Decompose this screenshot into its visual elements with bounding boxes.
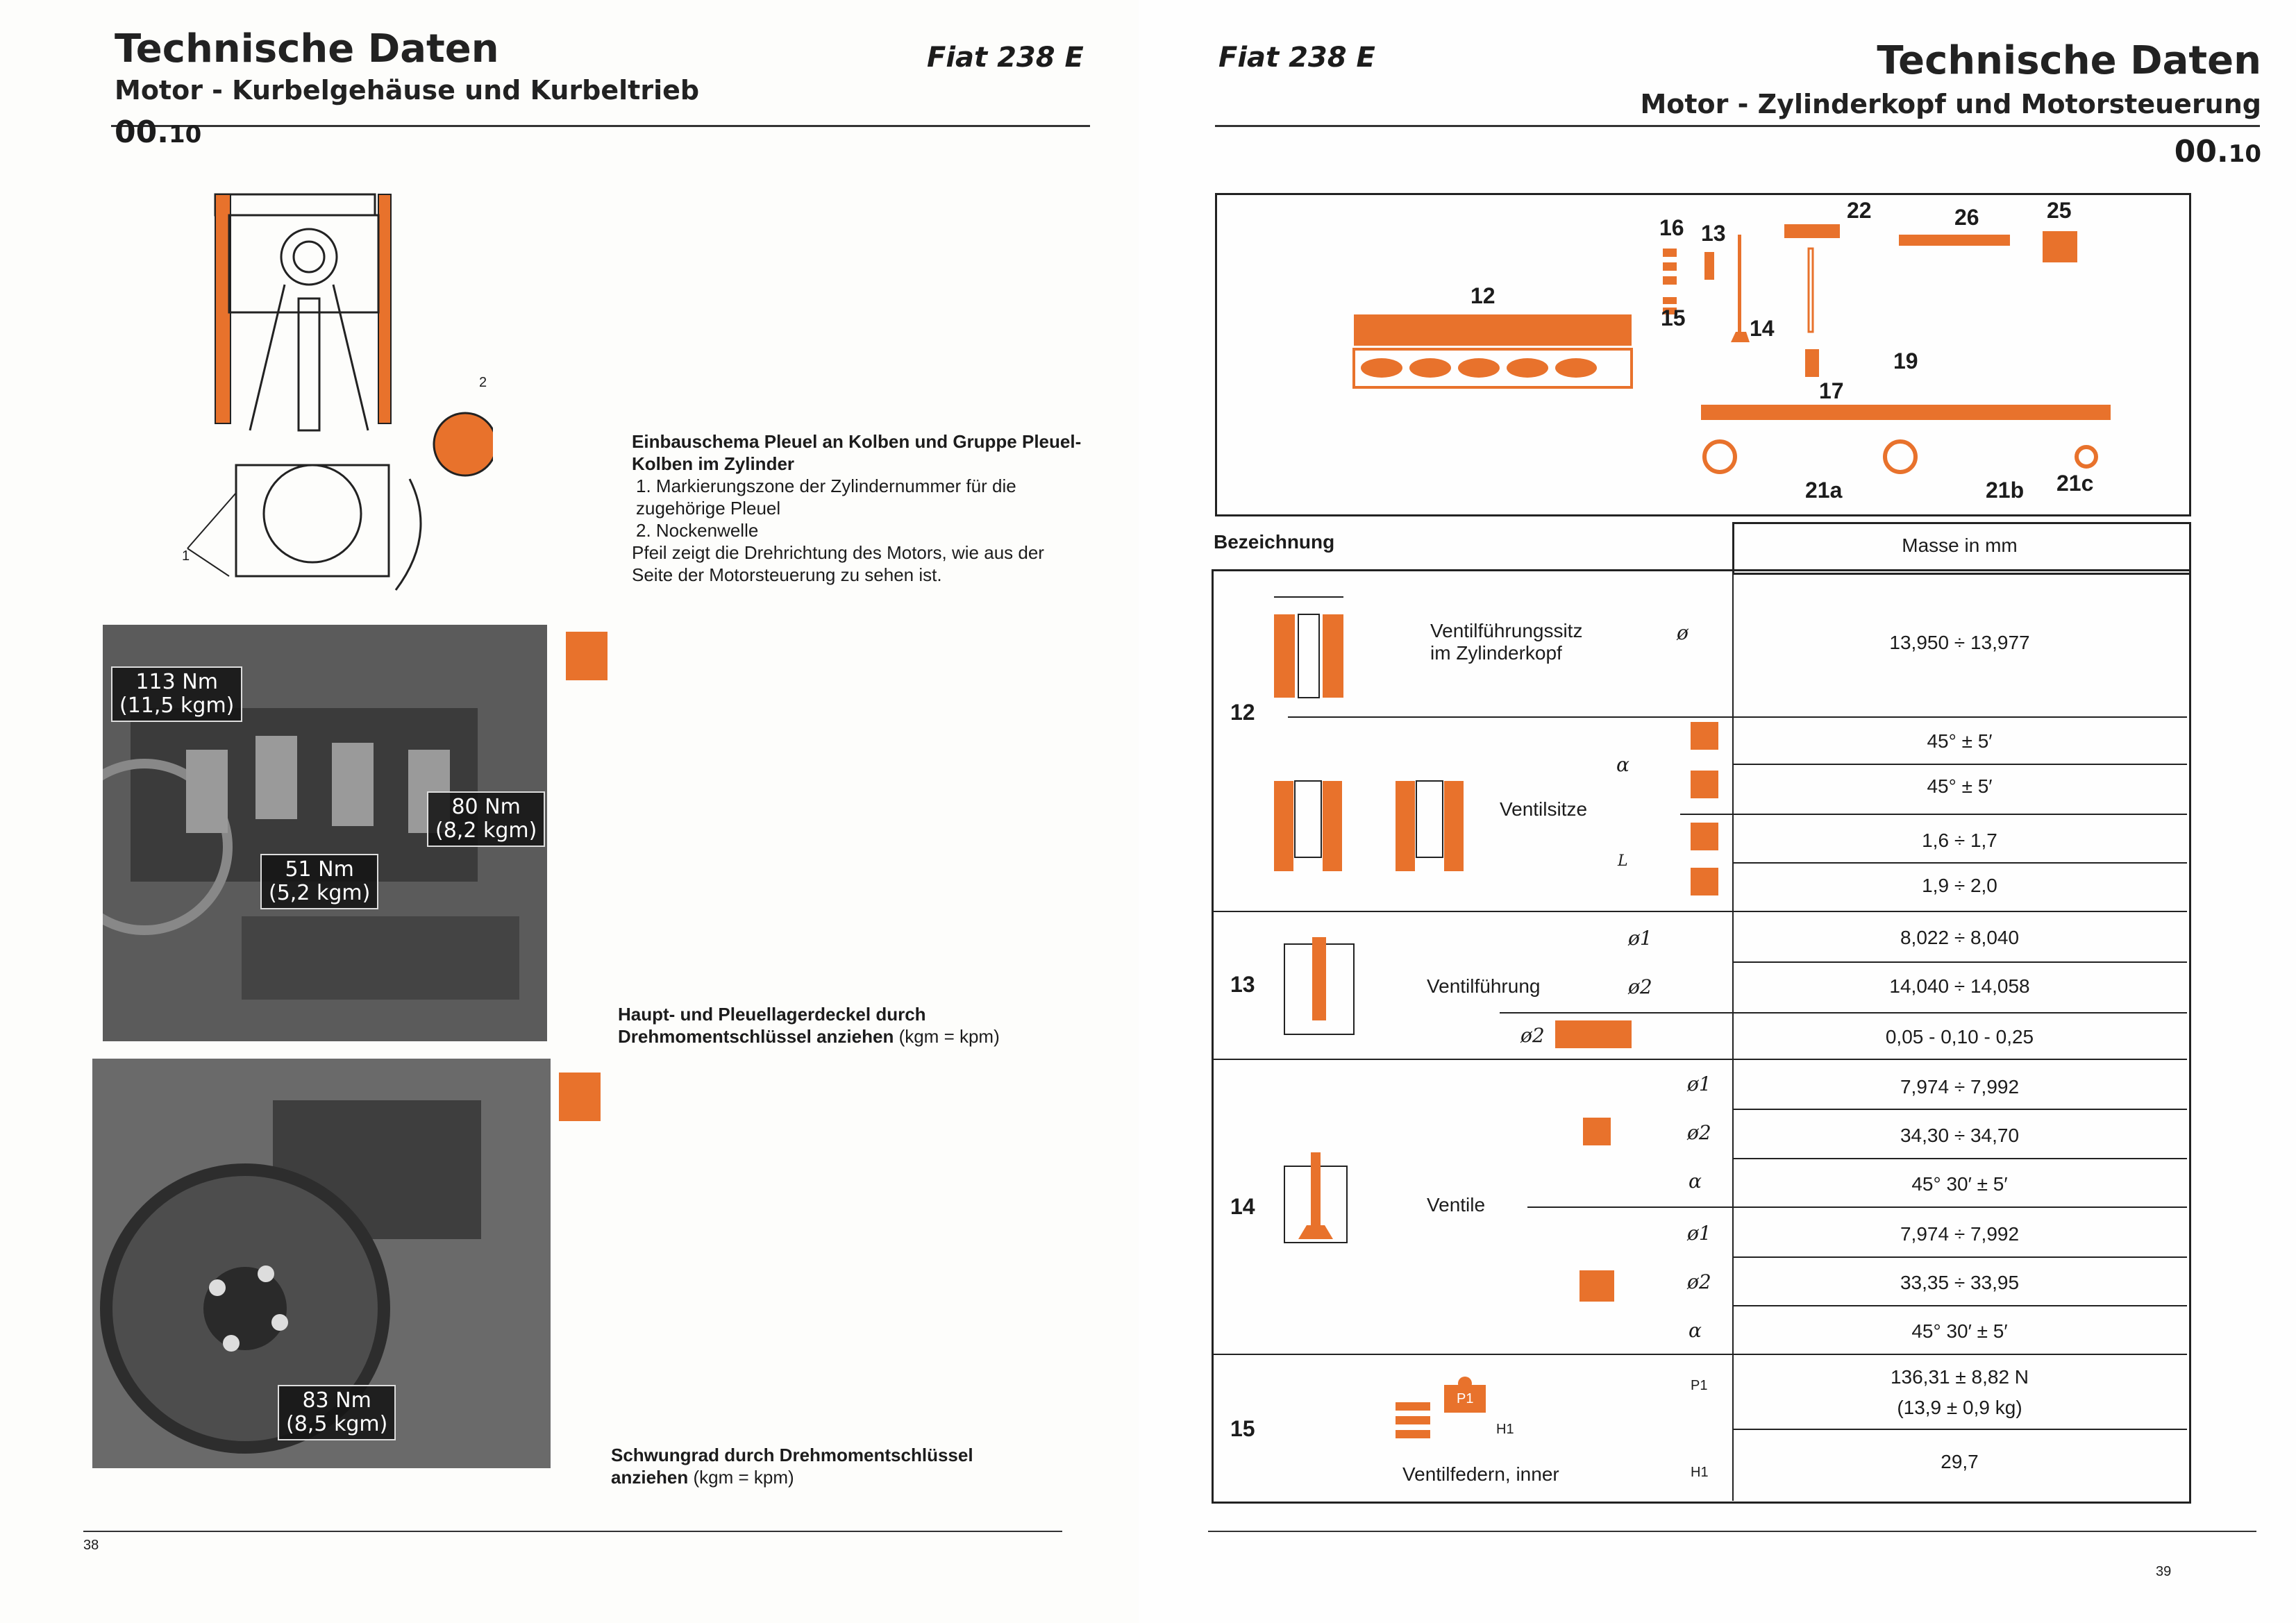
caption-bearing-caps: Haupt- und Pleuellagerdeckel durch Drehmomentschlüssel anziehen (kgm = kpm) [618, 1004, 1000, 1047]
group-15-sym2: H1 [1691, 1465, 1709, 1480]
torque-label-51: 51 Nm (5,2 kgm) [260, 854, 378, 909]
group-14-sym2: ø2 [1687, 1121, 1711, 1144]
torque-wrench-icon [566, 632, 607, 680]
left-page [0, 0, 1139, 1623]
section-code: 00.10 [2174, 134, 2261, 169]
row-divider [1732, 1158, 2187, 1159]
part-16: 16 [1659, 215, 1684, 240]
part-14: 14 [1750, 316, 1775, 341]
group-14-sym1: ø1 [1687, 1073, 1711, 1095]
group-12-number: 12 [1230, 700, 1255, 725]
valve-seats-diagram [1267, 771, 1496, 902]
intake-icon [1691, 722, 1718, 750]
group-15-desc: Ventilfedern, inner [1402, 1463, 1559, 1485]
group-13-sym1: ø1 [1628, 927, 1652, 950]
torque-label-113: 113 Nm (11,5 kgm) [111, 666, 242, 722]
exhaust-icon [1579, 1270, 1614, 1302]
row-divider [1732, 1256, 2187, 1258]
intake-icon [1691, 823, 1718, 850]
group-14-value-4: 7,974 ÷ 7,992 [1900, 1223, 2020, 1245]
page-title: Technische Daten [1877, 38, 2261, 83]
row-divider [1212, 911, 2187, 912]
part-21b: 21b [1986, 478, 2025, 503]
page-number: 39 [2156, 1564, 2172, 1579]
group-14-value-1: 7,974 ÷ 7,992 [1900, 1076, 2020, 1098]
page-number: 38 [83, 1538, 99, 1553]
row-divider [1732, 1429, 2187, 1430]
row-divider [1732, 1305, 2187, 1306]
group-15-sym1: P1 [1691, 1378, 1708, 1393]
page-subtitle: Motor - Kurbelgehäuse und Kurbeltrieb [115, 75, 700, 106]
fiat-tool-icon [1555, 1020, 1632, 1048]
piston-diagram [160, 187, 493, 604]
row-divider [1527, 1206, 2187, 1208]
group-13-number: 13 [1230, 972, 1255, 997]
group-14-value-2: 34,30 ÷ 34,70 [1900, 1125, 2020, 1146]
row-divider [1288, 716, 2187, 718]
group-12-desc: Ventilführungssitz im Zylinderkopf [1430, 620, 1583, 664]
group-12-value: 13,950 ÷ 13,977 [1889, 632, 2030, 653]
part-25: 25 [2047, 198, 2072, 223]
spring-height-label: H1 [1496, 1422, 1514, 1437]
group-13-sym3: ø2 [1520, 1024, 1545, 1047]
page-title: Technische Daten [115, 26, 499, 72]
group-14-desc: Ventile [1427, 1194, 1486, 1216]
part-22: 22 [1847, 198, 1872, 223]
row-divider [1212, 1354, 2187, 1355]
seats-value-4: 1,9 ÷ 2,0 [1922, 875, 1997, 896]
seats-value-2: 45° ± 5′ [1927, 775, 1993, 797]
group-14-value-6: 45° 30′ ± 5′ [1911, 1320, 2008, 1342]
group-15-value-2: 29,7 [1941, 1451, 1979, 1472]
group-14-sym3: α [1689, 1170, 1702, 1193]
header-rule [111, 125, 1090, 127]
seats-desc: Ventilsitze [1500, 798, 1588, 820]
group-15-value-1b: (13,9 ± 0,9 kg) [1897, 1397, 2022, 1418]
part-15: 15 [1661, 305, 1686, 330]
right-page [1139, 0, 2296, 1623]
row-divider [1732, 862, 2187, 864]
torque-label-83: 83 Nm (8,5 kgm) [278, 1385, 396, 1440]
footer-rule [83, 1531, 1062, 1532]
part-13: 13 [1701, 221, 1726, 246]
footer-rule [1208, 1531, 2256, 1532]
group-15-value-1: 136,31 ± 8,82 N [1890, 1366, 2029, 1388]
seats-alpha: α [1616, 753, 1629, 776]
part-19: 19 [1893, 348, 1918, 373]
column-header-masse: Masse in mm [1902, 535, 2018, 556]
part-17: 17 [1819, 378, 1844, 403]
caption-piston: Einbauschema Pleuel an Kolben und Gruppe Pleuel-Kolben im Zylinder 1. Markierungszone der Zylindernummer für die zugehörige Pleuel 2. Nockenwelle Pfeil zeigt die Drehrichtung des Motors, wie aus der Seite der Motorsteuerung zu sehen ist. [632, 431, 1082, 585]
part-12: 12 [1470, 283, 1495, 308]
row-divider [1500, 1012, 2187, 1014]
diagram-label-2: 2 [479, 375, 487, 390]
exhaust-icon [1691, 771, 1718, 798]
group-14-sym6: α [1689, 1319, 1702, 1342]
page-subtitle: Motor - Zylinderkopf und Motorsteuerung [1640, 89, 2261, 119]
row-divider [1212, 1059, 2187, 1060]
header-rule [1215, 125, 2260, 127]
row-divider [1732, 961, 2187, 963]
intake-icon [1583, 1118, 1611, 1145]
valve-guide-seat-diagram [1267, 583, 1364, 715]
seats-value-1: 45° ± 5′ [1927, 730, 1993, 752]
group-13-value-3: 0,05 - 0,10 - 0,25 [1885, 1026, 2034, 1048]
group-14-value-3: 45° 30′ ± 5′ [1911, 1173, 2008, 1195]
valve-guide-diagram [1264, 923, 1382, 1055]
part-21a: 21a [1805, 478, 1843, 503]
valve-diagram [1264, 1138, 1375, 1256]
spring-load-label: P1 [1457, 1391, 1474, 1406]
group-12-symbol: ø [1677, 621, 1689, 644]
row-divider [1732, 764, 2187, 765]
row-divider [1732, 1109, 2187, 1110]
exhaust-icon [1691, 868, 1718, 895]
group-14-number: 14 [1230, 1194, 1255, 1219]
group-13-desc: Ventilführung [1427, 975, 1541, 997]
row-divider [1680, 814, 2187, 815]
group-13-sym2: ø2 [1628, 975, 1652, 998]
seats-value-3: 1,6 ÷ 1,7 [1922, 830, 1997, 851]
model-label: Fiat 238 E [927, 42, 1084, 74]
torque-label-80: 80 Nm (8,2 kgm) [427, 791, 545, 847]
part-26: 26 [1954, 205, 1979, 230]
part-21c: 21c [2056, 471, 2094, 496]
group-14-sym4: ø1 [1687, 1222, 1711, 1245]
model-label: Fiat 238 E [1218, 42, 1375, 74]
group-13-value-2: 14,040 ÷ 14,058 [1889, 975, 2030, 997]
section-code: 00.10 [115, 115, 202, 150]
torque-wrench-icon-2 [559, 1073, 601, 1121]
group-14-value-5: 33,35 ÷ 33,95 [1900, 1272, 2020, 1293]
column-header-bezeichnung: Bezeichnung [1214, 531, 1335, 553]
group-15-number: 15 [1230, 1416, 1255, 1441]
seats-L: L [1618, 852, 1628, 870]
caption-flywheel: Schwungrad durch Drehmomentschlüssel anziehen (kgm = kpm) [611, 1445, 973, 1488]
group-13-value-1: 8,022 ÷ 8,040 [1900, 927, 2020, 948]
group-14-sym5: ø2 [1687, 1270, 1711, 1293]
diagram-label-1: 1 [182, 548, 190, 564]
